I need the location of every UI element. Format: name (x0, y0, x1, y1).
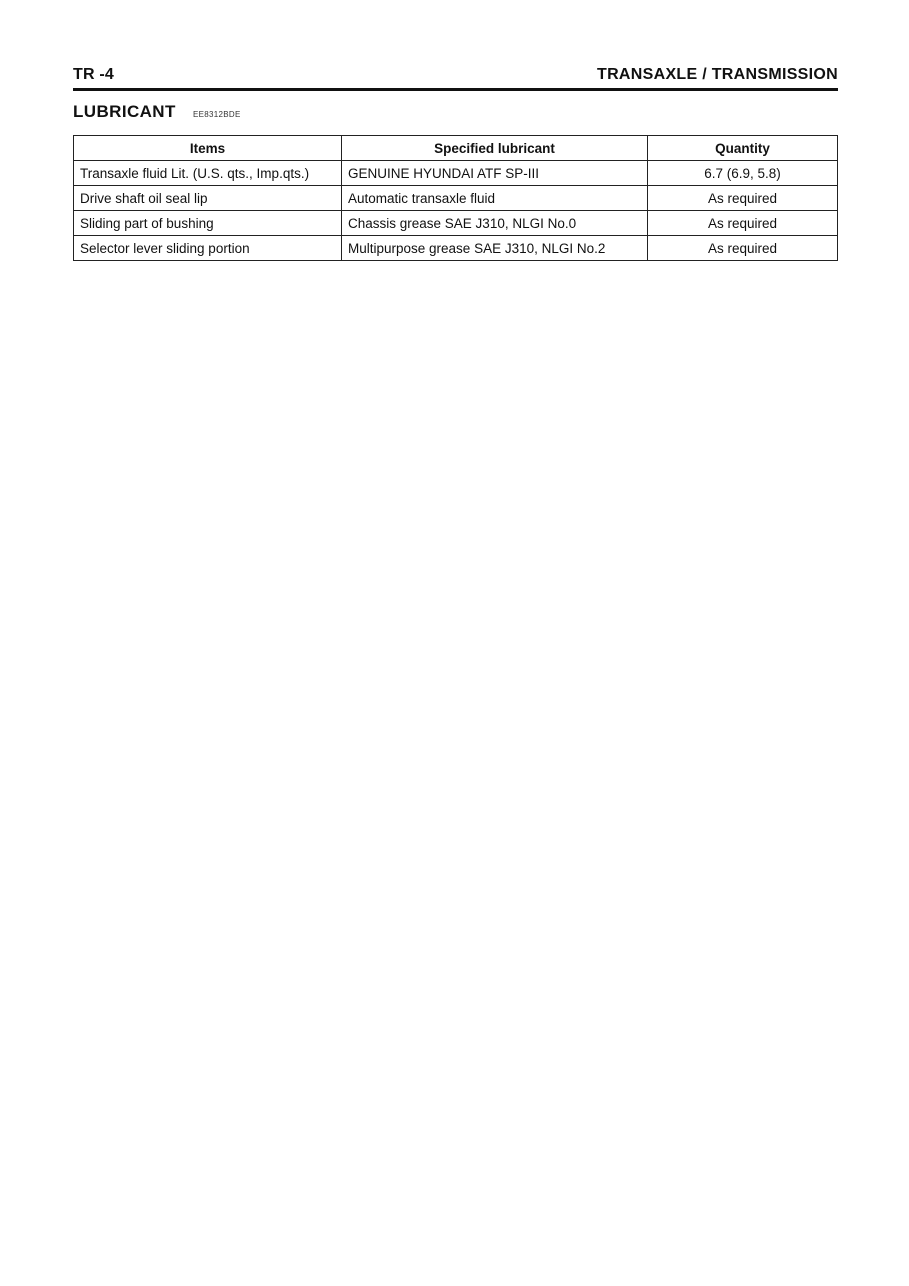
chapter-title: TRANSAXLE / TRANSMISSION (597, 66, 838, 83)
header-divider (73, 88, 838, 91)
cell-lubricant: Multipurpose grease SAE J310, NLGI No.2 (342, 236, 648, 261)
cell-quantity: As required (648, 236, 838, 261)
column-header-specified-lubricant: Specified lubricant (342, 136, 648, 161)
cell-lubricant: GENUINE HYUNDAI ATF SP-III (342, 161, 648, 186)
cell-item: Transaxle fluid Lit. (U.S. qts., Imp.qts.) (74, 161, 342, 186)
column-header-quantity: Quantity (648, 136, 838, 161)
cell-quantity: 6.7 (6.9, 5.8) (648, 161, 838, 186)
cell-lubricant: Chassis grease SAE J310, NLGI No.0 (342, 211, 648, 236)
table-row (74, 186, 838, 211)
cell-lubricant: Automatic transaxle fluid (342, 186, 648, 211)
cell-item: Sliding part of bushing (74, 211, 342, 236)
cell-item: Drive shaft oil seal lip (74, 186, 342, 211)
cell-item: Selector lever sliding portion (74, 236, 342, 261)
table-row (74, 161, 838, 186)
column-header-items: Items (74, 136, 342, 161)
cell-quantity: As required (648, 186, 838, 211)
table-row (74, 211, 838, 236)
table-row (74, 236, 838, 261)
section-title: LUBRICANT (73, 102, 176, 121)
lubricant-table (73, 135, 838, 261)
cell-quantity: As required (648, 211, 838, 236)
table-header-row (74, 136, 838, 161)
page-header (73, 66, 838, 88)
section-code: EE8312BDE (193, 110, 241, 119)
page-number: TR -4 (73, 66, 114, 83)
